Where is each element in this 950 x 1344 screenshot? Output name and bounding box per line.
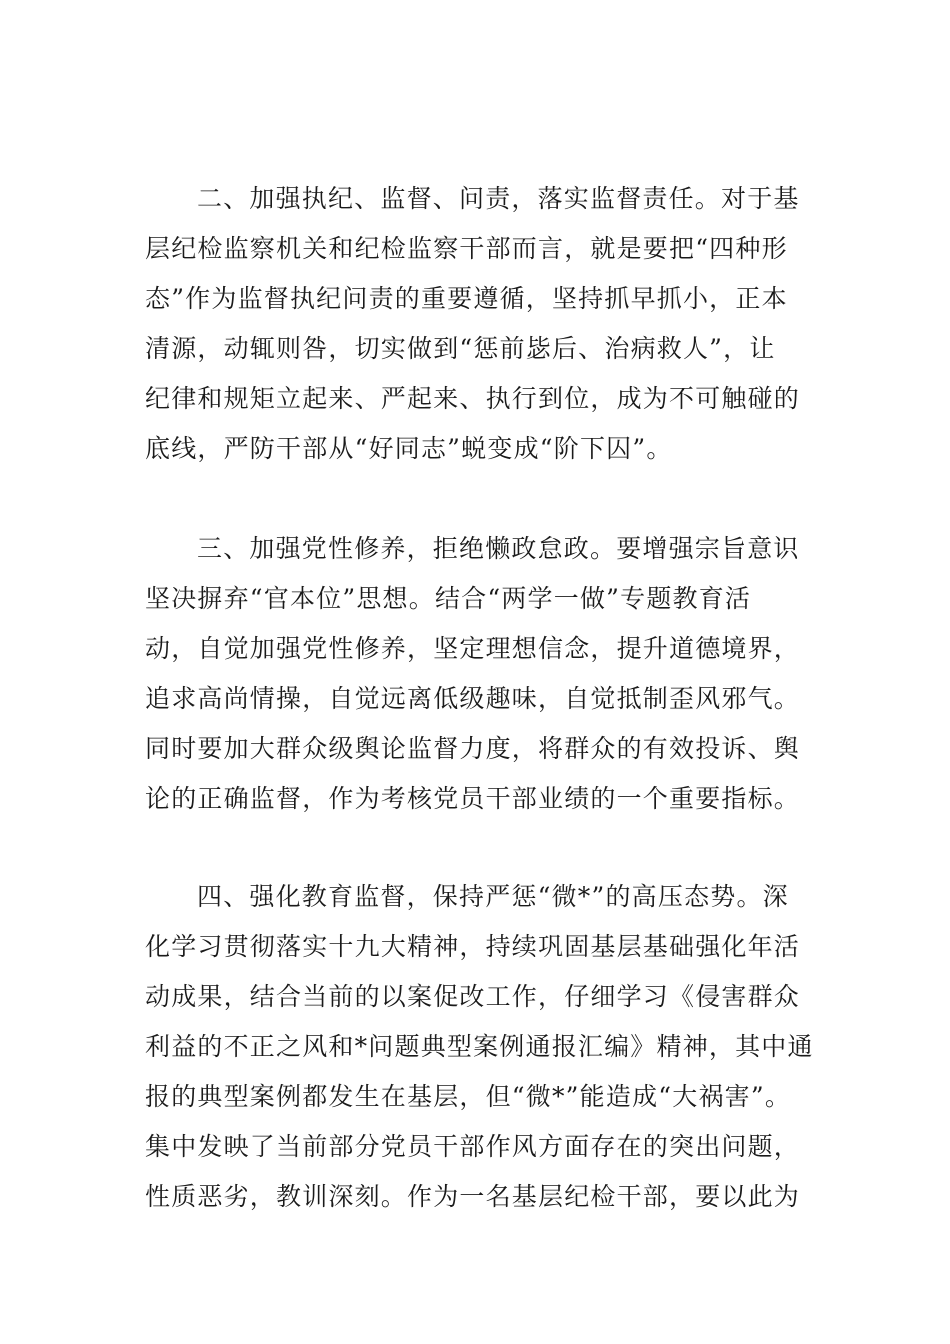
paragraph-line: 态”作为监督执纪问责的重要遵循，坚持抓早抓小，正本 (145, 284, 788, 313)
paragraph-education-supervision (145, 872, 845, 1222)
paragraph-line: 同时要加大群众级舆论监督力度，将群众的有效投诉、舆 (145, 734, 801, 763)
paragraph-line: 四、强化教育监督，保持严惩“微*”的高压态势。深 (197, 882, 789, 911)
paragraph-line: 报的典型案例都发生在基层，但“微*”能造成“大祸害”。 (145, 1082, 792, 1111)
paragraph-line: 动成果，结合当前的以案促改工作，仔细学习《侵害群众 (145, 982, 801, 1011)
paragraph-line: 坚决摒弃“官本位”思想。结合“两学一做”专题教育活 (145, 584, 752, 613)
paragraph-line: 二、加强执纪、监督、问责，落实监督责任。对于基 (197, 184, 800, 213)
paragraph-line: 层纪检监察机关和纪检监察干部而言，就是要把“四种形 (145, 234, 788, 263)
paragraph-line: 论的正确监督，作为考核党员干部业绩的一个重要指标。 (145, 784, 801, 813)
paragraph-line: 化学习贯彻落实十九大精神，持续巩固基层基础强化年活 (145, 932, 801, 961)
paragraph-line: 清源，动辄则咎，切实做到“惩前毖后、治病救人”，让 (145, 334, 776, 363)
paragraph-line: 底线，严防干部从“好同志”蜕变成“阶下囚”。 (145, 434, 673, 463)
paragraph-line: 集中发映了当前部分党员干部作风方面存在的突出问题， (145, 1132, 801, 1161)
paragraph-line: 利益的不正之风和*问题典型案例通报汇编》精神，其中通 (145, 1032, 814, 1061)
paragraph-supervision-responsibility (145, 174, 845, 474)
paragraph-line: 性质恶劣，教训深刻。作为一名基层纪检干部，要以此为 (145, 1182, 801, 1211)
paragraph-line: 纪律和规矩立起来、严起来、执行到位，成为不可触碰的 (145, 384, 801, 413)
paragraph-line: 三、加强党性修养，拒绝懒政怠政。要增强宗旨意识 (197, 534, 800, 563)
paragraph-party-cultivation (145, 524, 845, 824)
paragraph-line: 追求高尚情操，自觉远离低级趣味，自觉抵制歪风邪气。 (145, 684, 801, 713)
paragraph-line: 动，自觉加强党性修养，坚定理想信念，提升道德境界， (145, 634, 801, 663)
